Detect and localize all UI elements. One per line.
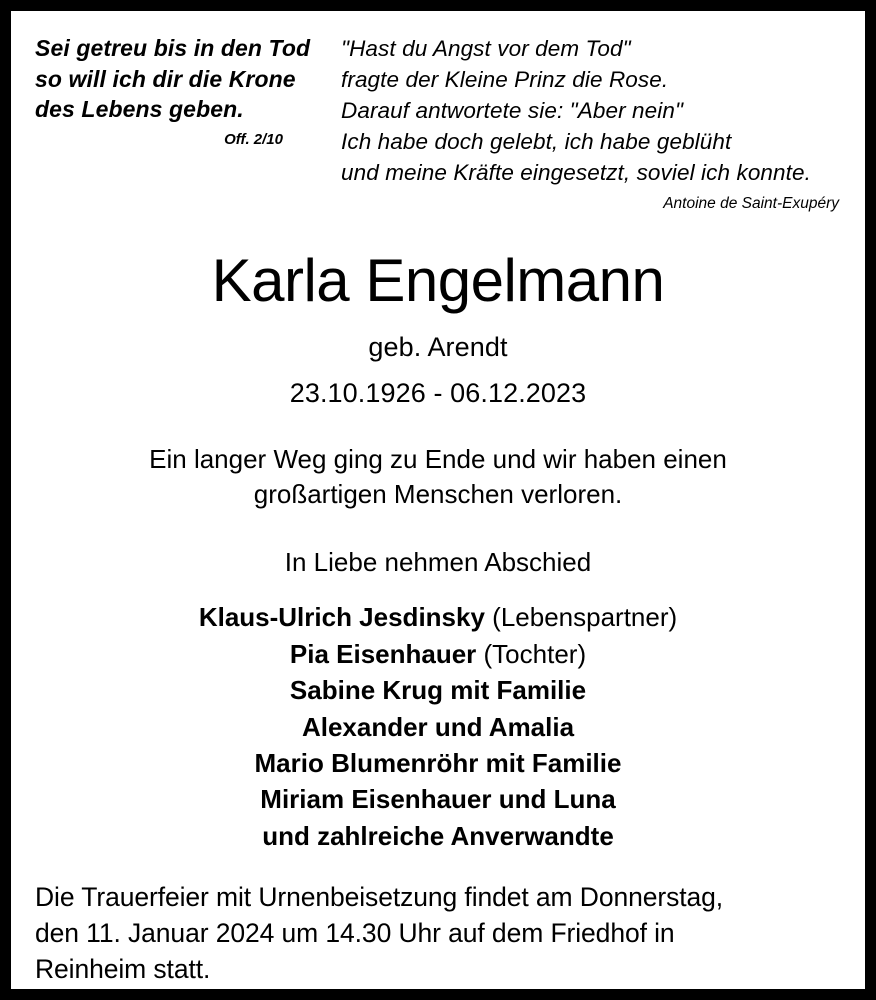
literary-quote-line: Darauf antwortete sie: "Aber nein"	[341, 98, 684, 124]
mourner-name: Miriam Eisenhauer und Luna	[260, 784, 616, 815]
quotes-section	[35, 29, 841, 213]
memorial-message	[35, 442, 841, 511]
life-dates: 23.10.1926 - 06.12.2023	[289, 378, 587, 409]
list-item	[35, 818, 841, 854]
mourner-relation: (Tochter)	[476, 638, 587, 669]
funeral-details	[35, 880, 841, 987]
list-item	[35, 745, 841, 781]
funeral-details-line: Die Trauerfeier mit Urnenbeisetzung findet am Donnerstag,	[35, 882, 724, 913]
mourner-name: Pia Eisenhauer	[289, 638, 477, 669]
mourner-name: Mario Blumenröhr mit Familie	[254, 747, 622, 778]
literary-quote-line: fragte der Kleine Prinz die Rose.	[341, 67, 669, 93]
mourner-relation: (Lebenspartner)	[484, 602, 678, 633]
farewell-heading: In Liebe nehmen Abschied	[284, 547, 592, 578]
list-item	[35, 781, 841, 817]
literary-quote-source: Antoine de Saint-Exupéry	[663, 195, 839, 213]
bible-quote-line: des Lebens geben.	[35, 96, 244, 123]
literary-quote	[341, 29, 841, 213]
mourners-list	[35, 599, 841, 854]
funeral-details-line: Reinheim statt.	[35, 953, 211, 984]
bible-quote-line: Sei getreu bis in den Tod	[35, 35, 311, 61]
maiden-name: geb. Arendt	[368, 332, 508, 363]
memorial-message-line: Ein langer Weg ging zu Ende und wir haben einen	[149, 444, 727, 475]
memorial-message-line: großartigen Menschen verloren.	[253, 478, 623, 509]
bible-quote	[35, 29, 317, 148]
mourner-name: Klaus-Ulrich Jesdinsky	[198, 602, 485, 633]
literary-quote-line: Ich habe doch gelebt, ich habe geblüht	[341, 129, 732, 155]
mourner-name: und zahlreiche Anverwandte	[262, 820, 614, 851]
bible-quote-source: Off. 2/10	[224, 130, 283, 148]
deceased-name: Karla Engelmann	[211, 247, 665, 315]
list-item	[35, 599, 841, 635]
funeral-details-line: den 11. Januar 2024 um 14.30 Uhr auf dem Friedhof in	[35, 917, 675, 948]
literary-quote-line: "Hast du Angst vor dem Tod"	[341, 36, 631, 61]
bible-quote-line: so will ich dir die Krone	[35, 65, 296, 92]
list-item	[35, 709, 841, 745]
list-item	[35, 672, 841, 708]
mourner-name: Sabine Krug mit Familie	[289, 675, 587, 706]
literary-quote-line: und meine Kräfte eingesetzt, soviel ich konnte.	[341, 160, 811, 186]
list-item	[35, 636, 841, 672]
mourner-name: Alexander und Amalia	[301, 711, 575, 742]
